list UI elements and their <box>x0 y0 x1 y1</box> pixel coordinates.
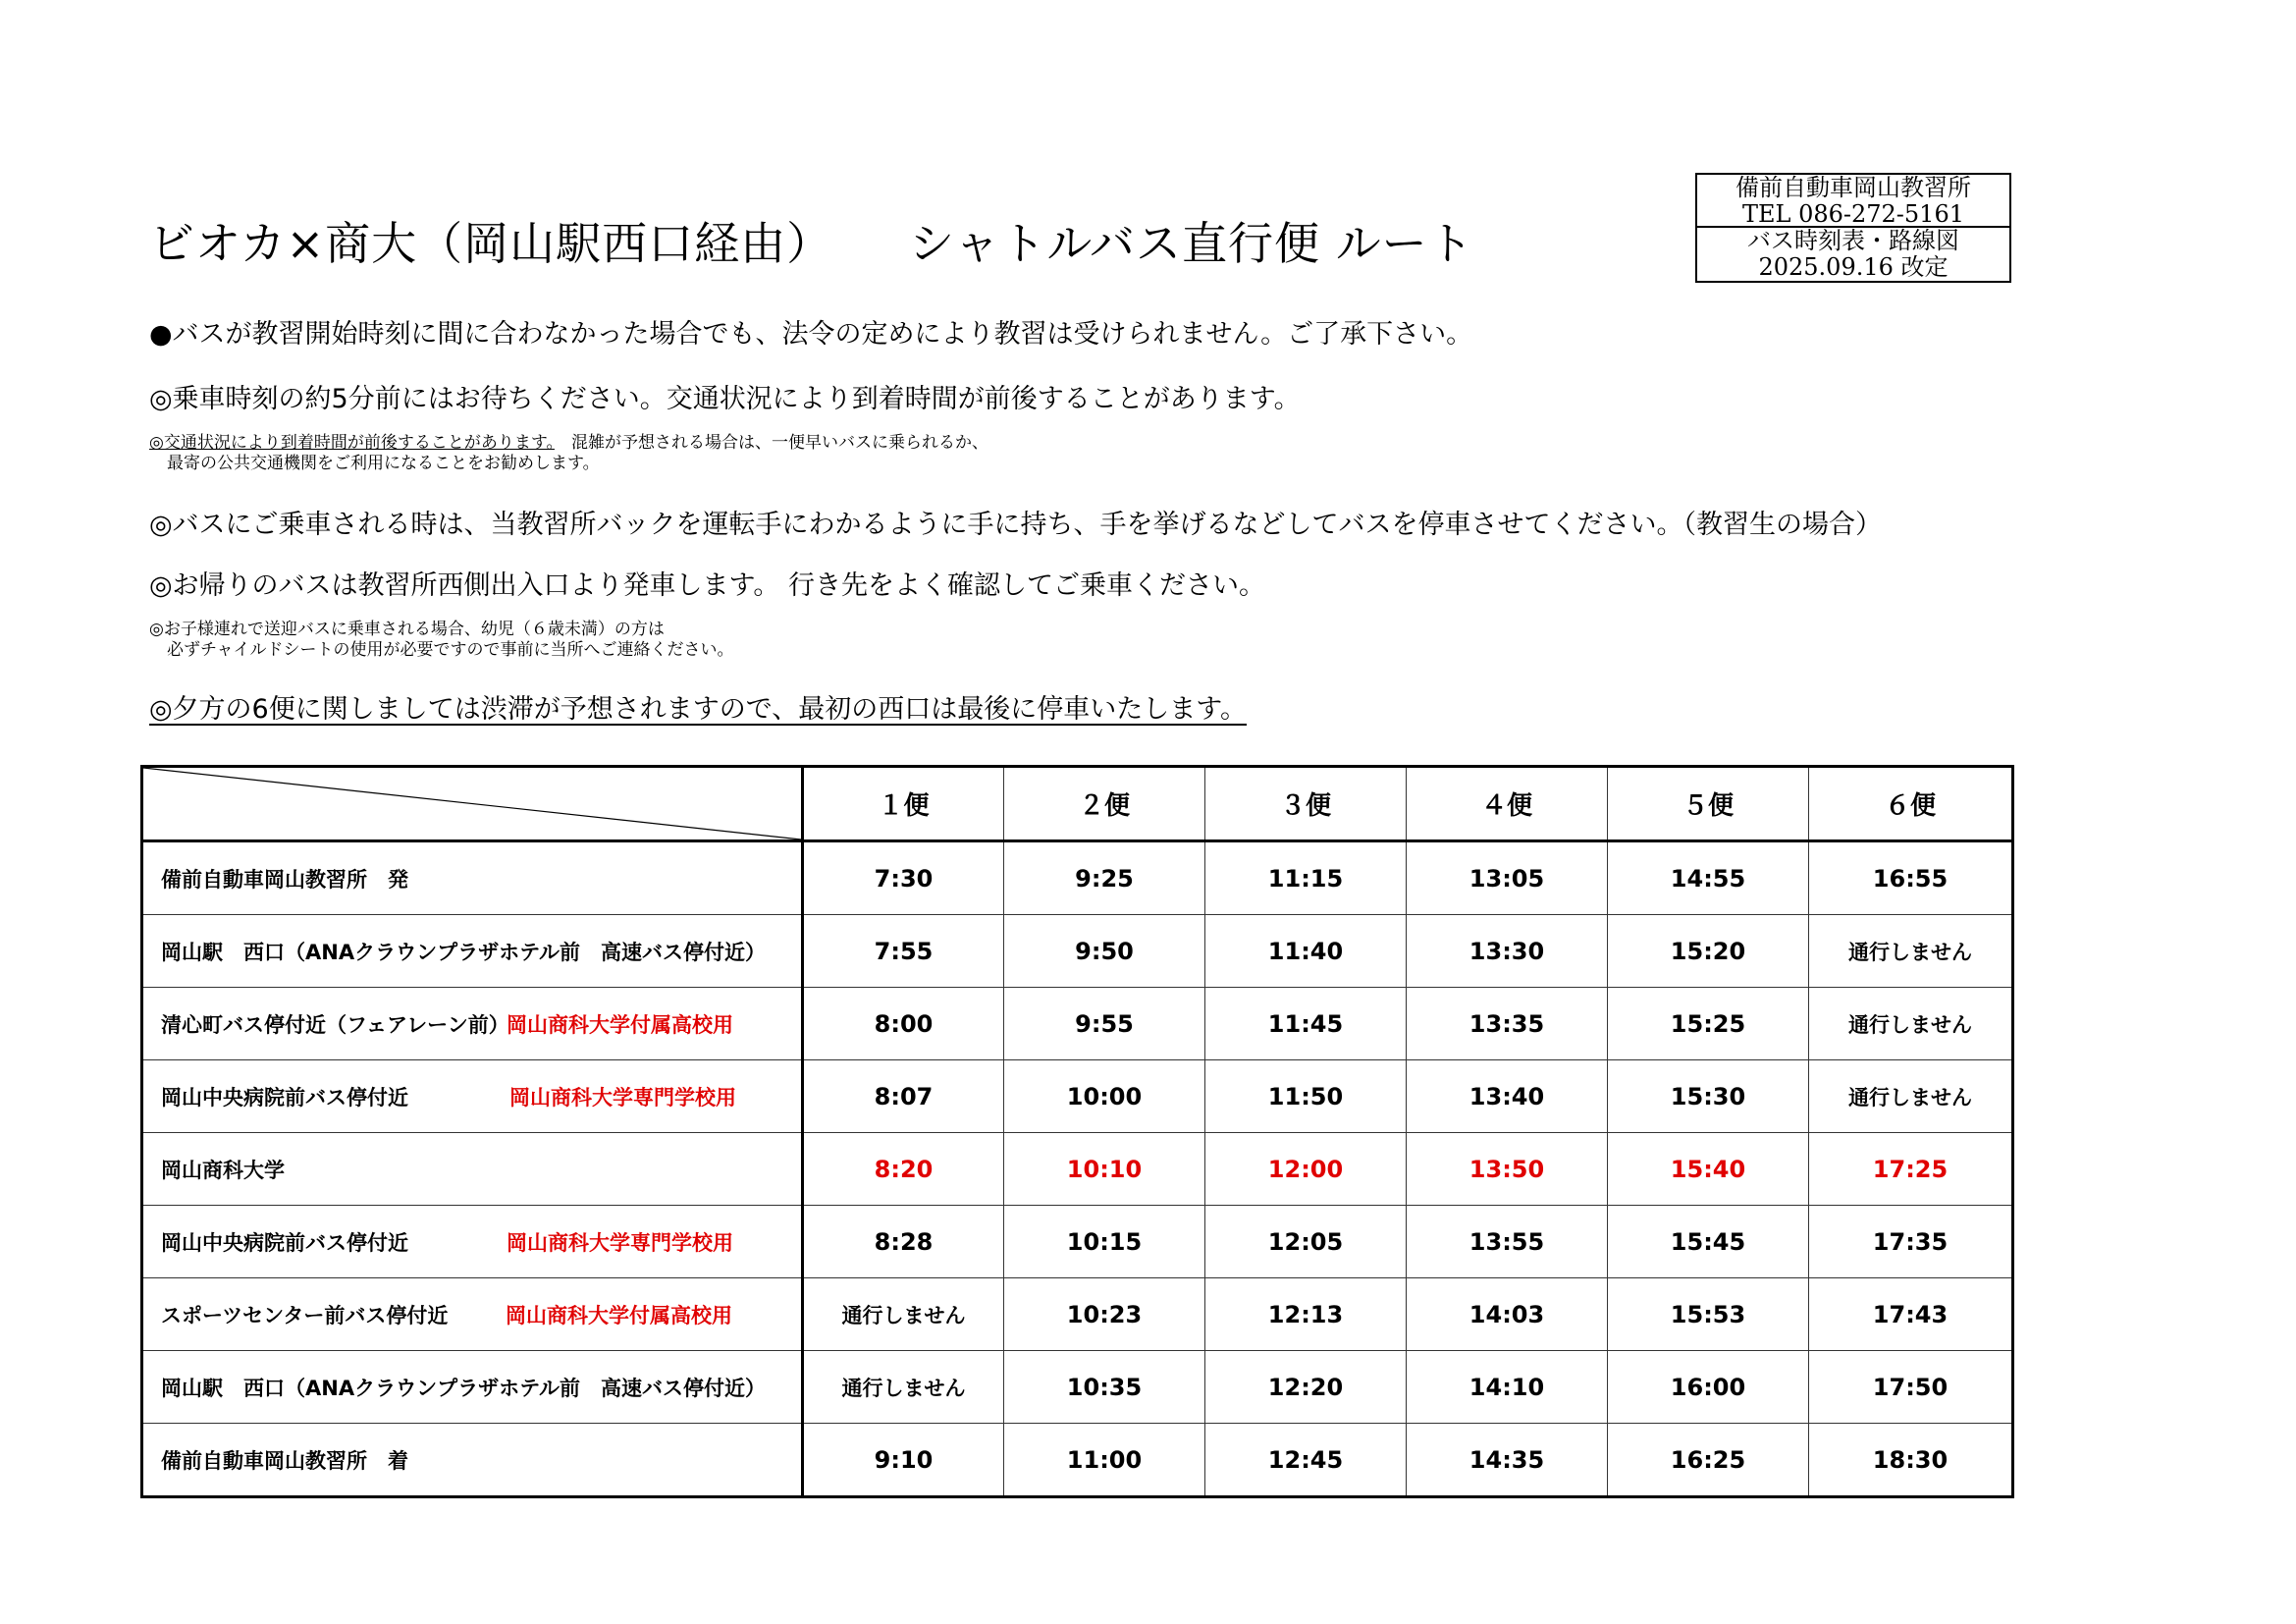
time-cell-trip-3: 12:05 <box>1205 1206 1407 1278</box>
stop-name: 岡山中央病院前バス停付近 <box>161 1230 408 1255</box>
time-cell-trip-5: 15:45 <box>1608 1206 1809 1278</box>
time-cell-trip-4: 13:05 <box>1407 841 1608 915</box>
time-cell-trip-3: 12:00 <box>1205 1133 1407 1206</box>
time-cell-trip-3: 11:45 <box>1205 988 1407 1060</box>
time-cell-trip-5: 16:00 <box>1608 1351 1809 1424</box>
time-cell-trip-6: 18:30 <box>1809 1424 2013 1497</box>
table-row <box>142 841 2013 915</box>
time-cell-trip-4: 14:35 <box>1407 1424 1608 1497</box>
stop-name: 岡山駅 西口（ANAクラウンプラザホテル前 高速バス停付近） <box>161 940 767 964</box>
stop-name-cell <box>142 988 803 1060</box>
time-cell-trip-4: 14:10 <box>1407 1351 1608 1424</box>
time-cell-trip-3: 12:20 <box>1205 1351 1407 1424</box>
table-row <box>142 1206 2013 1278</box>
stop-name-cell <box>142 1206 803 1278</box>
time-cell-trip-2: 10:35 <box>1004 1351 1205 1424</box>
stop-school-tag: 岡山商科大学付属高校用 <box>506 1303 732 1327</box>
time-cell-trip-5: 15:40 <box>1608 1133 1809 1206</box>
table-row <box>142 1351 2013 1424</box>
time-cell-trip-2: 9:50 <box>1004 915 1205 988</box>
info-box <box>1695 173 2011 283</box>
time-cell-trip-1: 7:30 <box>803 841 1004 915</box>
time-cell-trip-4: 13:50 <box>1407 1133 1608 1206</box>
time-cell-trip-2: 9:55 <box>1004 988 1205 1060</box>
time-cell-trip-6: 17:25 <box>1809 1133 2013 1206</box>
time-cell-trip-5: 15:30 <box>1608 1060 1809 1133</box>
time-cell-trip-6: 16:55 <box>1809 841 2013 915</box>
school-phone: TEL 086-272-5161 <box>1741 200 1964 228</box>
corner-cell <box>142 767 803 841</box>
time-cell-trip-5: 15:53 <box>1608 1278 1809 1351</box>
school-name: 備前自動車岡山教習所 <box>1735 174 1971 201</box>
header-trip-5: ５便 <box>1608 767 1809 841</box>
time-cell-trip-2: 9:25 <box>1004 841 1205 915</box>
stop-name-cell <box>142 1424 803 1497</box>
time-cell-trip-1: 8:28 <box>803 1206 1004 1278</box>
time-cell-trip-6: 17:43 <box>1809 1278 2013 1351</box>
revision-date: 2025.09.16 改定 <box>1758 253 1949 281</box>
diagonal-line <box>143 768 801 839</box>
note-wait-early: ◎乗車時刻の約5分前にはお待ちください。交通状況により到着時間が前後することがあります。 <box>149 384 1301 414</box>
stop-name: 備前自動車岡山教習所 発 <box>161 867 408 892</box>
header-trip-4: ４便 <box>1407 767 1608 841</box>
time-cell-trip-3: 11:50 <box>1205 1060 1407 1133</box>
time-cell-trip-5: 15:25 <box>1608 988 1809 1060</box>
time-cell-trip-6: 17:50 <box>1809 1351 2013 1424</box>
page-title <box>149 208 1474 273</box>
time-cell-trip-2: 11:00 <box>1004 1424 1205 1497</box>
time-cell-trip-3: 11:40 <box>1205 915 1407 988</box>
note-traffic-line2: 最寄の公共交通機関をご利用になることをお勧めします。 <box>167 454 600 473</box>
title-sub: シャトルバス直行便 ルート <box>909 217 1474 270</box>
time-cell-trip-6: 17:35 <box>1809 1206 2013 1278</box>
table-row <box>142 988 2013 1060</box>
note-child-line2: 必ずチャイルドシートの使用が必要ですので事前に当所へご連絡ください。 <box>167 640 734 660</box>
header-trip-1: １便 <box>803 767 1004 841</box>
note-child-line1: ◎お子様連れで送迎バスに乗車される場合、幼児（６歳未満）の方は <box>149 620 665 639</box>
note-evening-route: ◎夕方の6便に関しましては渋滞が予想されますので、最初の西口は最後に停車いたします。 <box>149 694 1248 725</box>
time-cell-trip-5: 16:25 <box>1608 1424 1809 1497</box>
header-row <box>142 767 2013 841</box>
time-cell-trip-4: 13:55 <box>1407 1206 1608 1278</box>
stop-school-tag: 岡山商科大学専門学校用 <box>509 1085 736 1110</box>
header-trip-2: ２便 <box>1004 767 1205 841</box>
time-cell-trip-4: 13:35 <box>1407 988 1608 1060</box>
table-row <box>142 1278 2013 1351</box>
stop-school-tag: 岡山商科大学付属高校用 <box>507 1012 733 1037</box>
note-traffic-underlined: ◎交通状況により到着時間が前後することがあります。 <box>149 433 555 453</box>
stop-name-cell <box>142 1133 803 1206</box>
time-cell-trip-1: 9:10 <box>803 1424 1004 1497</box>
stop-name: 岡山中央病院前バス停付近 <box>161 1085 408 1110</box>
stop-school-tag: 岡山商科大学専門学校用 <box>507 1230 733 1255</box>
table-row <box>142 915 2013 988</box>
table-row <box>142 1133 2013 1206</box>
time-cell-trip-1: 8:00 <box>803 988 1004 1060</box>
note-child-seat <box>149 620 734 661</box>
time-cell-trip-1: 8:20 <box>803 1133 1004 1206</box>
stop-name: 岡山商科大学 <box>161 1158 285 1182</box>
timetable <box>140 765 2014 1498</box>
time-cell-trip-2: 10:10 <box>1004 1133 1205 1206</box>
header-trip-3: ３便 <box>1205 767 1407 841</box>
stop-name-cell <box>142 841 803 915</box>
time-cell-trip-5: 14:55 <box>1608 841 1809 915</box>
time-cell-trip-3: 12:13 <box>1205 1278 1407 1351</box>
stop-name: 清心町バス停付近（フェアレーン前） <box>161 1012 509 1037</box>
table-row <box>142 1060 2013 1133</box>
stop-name-cell <box>142 1278 803 1351</box>
note-traffic-rest: 混雑が予想される場合は、一便早いバスに乗られるか、 <box>570 433 988 453</box>
stop-name: 備前自動車岡山教習所 着 <box>161 1448 408 1473</box>
stop-name-cell <box>142 915 803 988</box>
table-row <box>142 1424 2013 1497</box>
stop-name-cell <box>142 1351 803 1424</box>
title-main: ビオカ×商大（岡山駅西口経由） <box>149 217 833 270</box>
info-box-bottom <box>1697 228 2009 281</box>
time-cell-trip-6: 通行しません <box>1809 988 2013 1060</box>
time-cell-trip-2: 10:15 <box>1004 1206 1205 1278</box>
time-cell-trip-3: 12:45 <box>1205 1424 1407 1497</box>
info-box-top <box>1697 175 2009 228</box>
time-cell-trip-5: 15:20 <box>1608 915 1809 988</box>
note-boarding: ◎バスにご乗車される時は、当教習所バックを運転手にわかるように手に持ち、手を挙げるなどしてバスを停車させてください。（教習生の場合） <box>149 510 1883 540</box>
time-cell-trip-2: 10:00 <box>1004 1060 1205 1133</box>
time-cell-trip-3: 11:15 <box>1205 841 1407 915</box>
time-cell-trip-4: 14:03 <box>1407 1278 1608 1351</box>
stop-name: 岡山駅 西口（ANAクラウンプラザホテル前 高速バス停付近） <box>161 1376 767 1400</box>
time-cell-trip-4: 13:30 <box>1407 915 1608 988</box>
time-cell-trip-6: 通行しません <box>1809 915 2013 988</box>
stop-name: スポーツセンター前バス停付近 <box>161 1303 449 1327</box>
timetable-body <box>142 841 2013 1497</box>
doc-kind: バス時刻表・路線図 <box>1747 227 1959 254</box>
stop-name-cell <box>142 1060 803 1133</box>
time-cell-trip-2: 10:23 <box>1004 1278 1205 1351</box>
time-cell-trip-4: 13:40 <box>1407 1060 1608 1133</box>
time-cell-trip-6: 通行しません <box>1809 1060 2013 1133</box>
note-return-bus: ◎お帰りのバスは教習所西側出入口より発車します。 行き先をよく確認してご乗車ください。 <box>149 570 1265 601</box>
note-late-arrival: ●バスが教習開始時刻に間に合わなかった場合でも、法令の定めにより教習は受けられません。ご了承下さい。 <box>149 319 1473 350</box>
time-cell-trip-1: 通行しません <box>803 1351 1004 1424</box>
time-cell-trip-1: 通行しません <box>803 1278 1004 1351</box>
time-cell-trip-1: 8:07 <box>803 1060 1004 1133</box>
time-cell-trip-1: 7:55 <box>803 915 1004 988</box>
note-traffic <box>149 433 988 474</box>
header-trip-6: ６便 <box>1809 767 2013 841</box>
